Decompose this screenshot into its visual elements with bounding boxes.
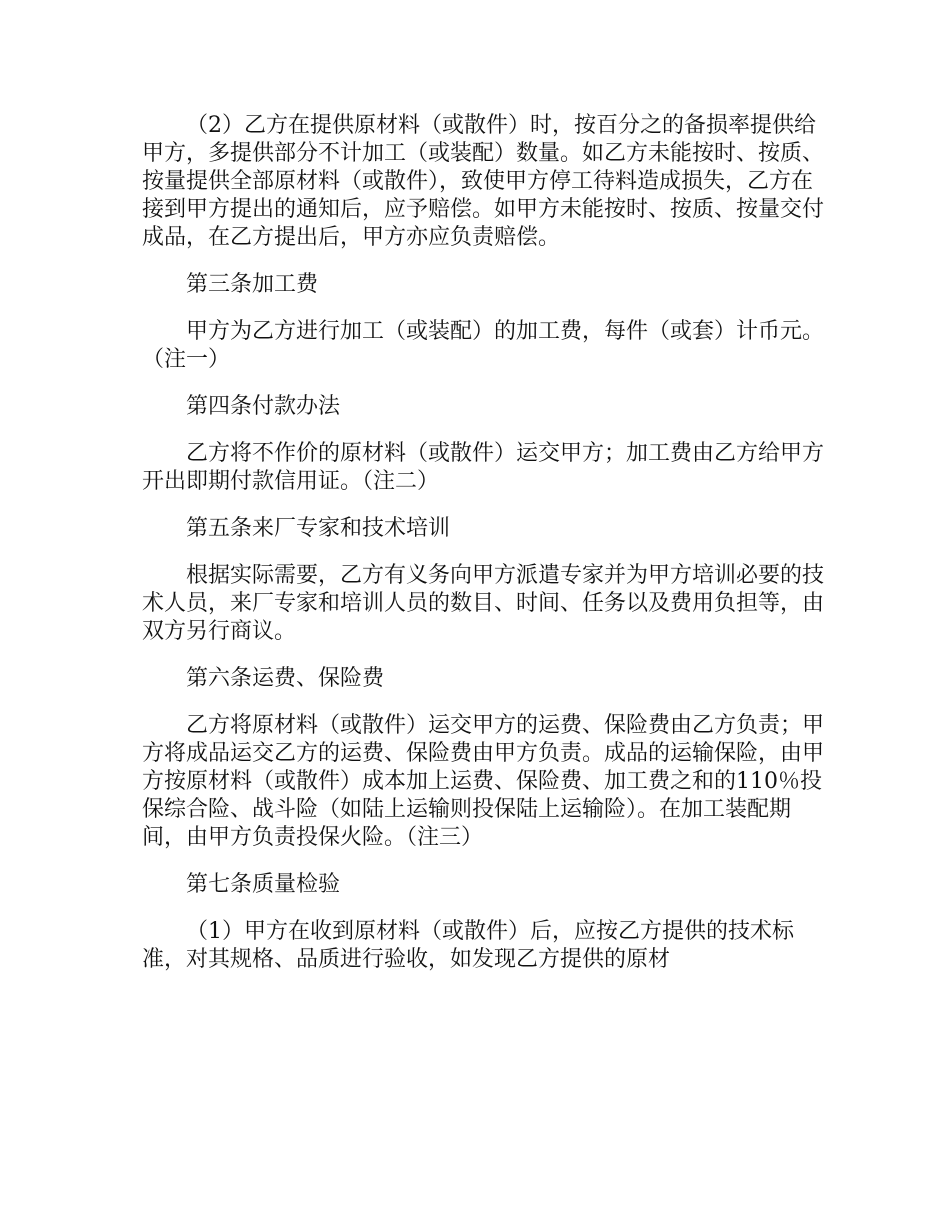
paragraph-clause-2-2: （2）乙方在提供原材料（或散件）时，按百分之的备损率提供给甲方，多提供部分不计加工（或装配）数量。如乙方未能按时、按质、按量提供全部原材料（或散件），致使甲方停工待料造成损失，乙方在接到甲方提出的通知后，应予赔偿。如甲方未能按时、按质、按量交付成品，在乙方提出后，甲方亦应负责赔偿。 xyxy=(142,113,825,250)
heading-article-3: 第三条加工费 xyxy=(186,272,319,297)
paragraph-experts-training: 根据实际需要，乙方有义务向甲方派遣专家并为甲方培训必要的技术人员，来厂专家和培训人员的数目、时间、任务以及费用负担等，由双方另行商议。 xyxy=(142,563,825,644)
heading-article-7: 第七条质量检验 xyxy=(186,872,341,897)
paragraph-quality-inspection: （1）甲方在收到原材料（或散件）后，应按乙方提供的技术标准，对其规格、品质进行验收，如发现乙方提供的原材 xyxy=(142,919,794,972)
paragraph-payment-method: 乙方将不作价的原材料（或散件）运交甲方；加工费由乙方给甲方开出即期付款信用证。（注二） xyxy=(142,441,825,494)
heading-article-4: 第四条付款办法 xyxy=(186,394,341,419)
heading-article-6: 第六条运费、保险费 xyxy=(186,666,385,691)
heading-article-5: 第五条来厂专家和技术培训 xyxy=(186,516,451,541)
paragraph-processing-fee: 甲方为乙方进行加工（或装配）的加工费，每件（或套）计币元。（注一） xyxy=(142,319,825,372)
document-body xyxy=(142,112,832,974)
paragraph-freight-insurance: 乙方将原材料（或散件）运交甲方的运费、保险费由乙方负责；甲方将成品运交乙方的运费、保险费由甲方负责。成品的运输保险，由甲方按原材料（或散件）成本加上运费、保险费、加工费之和的110％投保综合险、战斗险（如陆上运输则投保陆上运输险）。在加工装配期间，由甲方负责投保火险。（注三） xyxy=(142,713,825,850)
